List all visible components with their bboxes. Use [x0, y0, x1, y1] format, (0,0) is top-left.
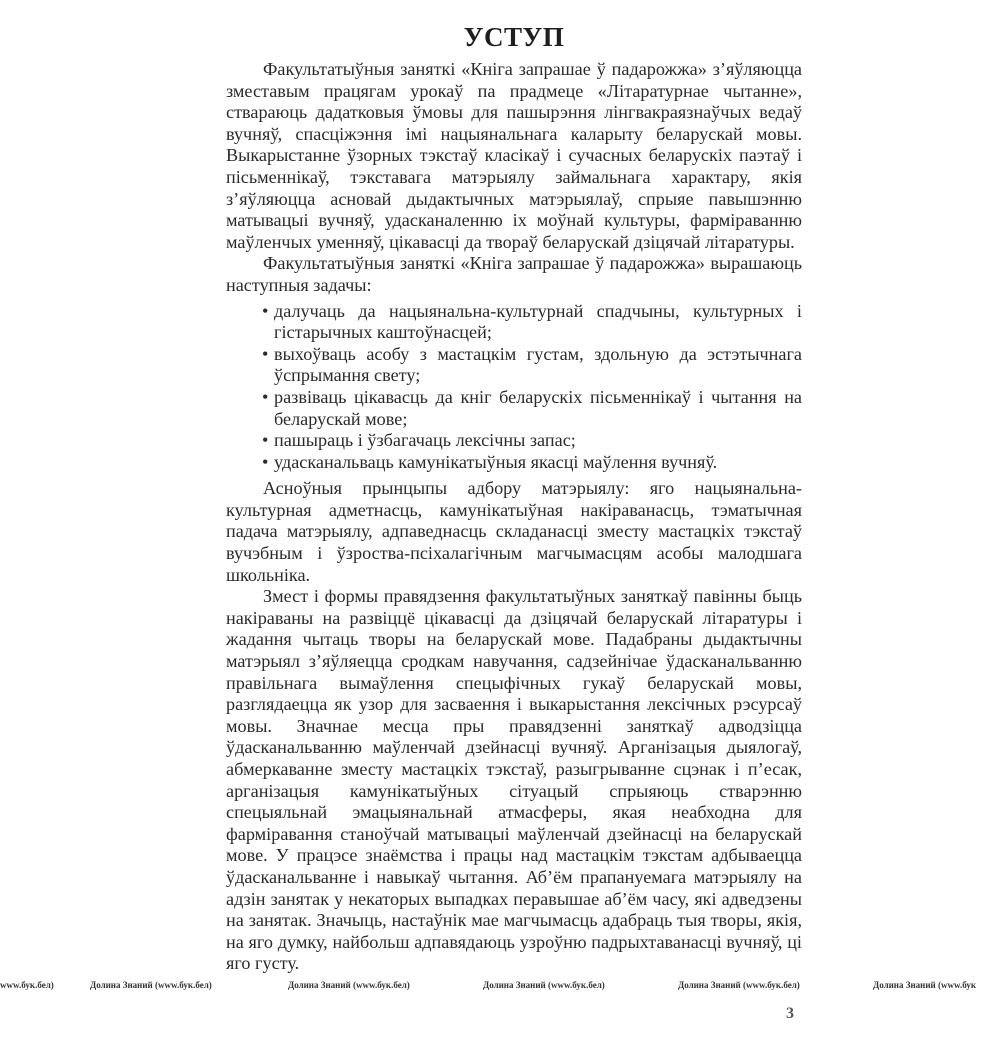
section-title: УСТУП: [463, 22, 565, 52]
watermark-text: Долина Знаний (www.бук.бел): [678, 979, 800, 990]
watermark-text: Долина Знаний (www.бук.бел): [288, 979, 410, 990]
watermark-text: Долина Знаний (www.бук.бел): [90, 979, 212, 990]
task-item: • развіваць цікавасць да кніг беларускіх пісьменнікаў і чытання на беларускай мове;: [264, 387, 802, 430]
task-item: • далучаць да нацыянальна-культурнай спадчыны, культурных і гістарычных каштоўнасцей;: [264, 301, 802, 344]
watermark-text: www.бук.бел): [0, 979, 54, 990]
watermark-text: Долина Знаний (www.бук.бел): [483, 979, 605, 990]
page-number: 3: [786, 1004, 794, 1022]
tasks-list: [226, 301, 802, 474]
page-footer: [0, 997, 1000, 1037]
intro-paragraph: Факультатыўныя заняткі «Кніга запрашае ў падарожжа» з’яўляюцца зместавым працягам урокаў па прадмеце «Літаратурнае чытанне», ствараюць дадатковыя ўмовы для пашырэння лінгвакраязнаўчых ведаў вучняў, спасціжэння імі нацыянальнага каларыту беларускай мовы. Выкарыстанне ўзорных тэкстаў класікаў і сучасных беларускіх паэтаў і пісьменнікаў, тэкставага матэрыялу займальнага характару, якія з’яўляюцца асновай дыдактычных матэрыялаў, спрыяе павышэнню матывацыі вучняў, удасканаленню іх моўнай культуры, фарміраванню маўленчых уменняў, цікавасці да твораў беларускай дзіцячай літаратуры.: [226, 59, 802, 252]
task-item: • удасканальваць камунікатыўныя якасці маўлення вучняў.: [264, 452, 802, 474]
content-paragraph: Змест і формы правядзення факультатыўных заняткаў павінны быць накіраваны на развіццё цікавасці да дзіцячай беларускай літаратуры і жадання чытаць творы на беларускай мове. Падабраны дыдактычны матэрыял з’яўляецца сродкам навучання, садзейнічае ўдасканальванню правільнага вымаўлення спецыфічных гукаў беларускай мовы, разглядаецца як узор для засваення і выкарыстання лексічных рэсурсаў мовы. Значнае месца пры правядзенні заняткаў адводзіцца ўдасканальванню маўленчай дзейнасці вучняў. Арганізацыя дыялогаў, абмеркаванне зместу мастацкіх тэкстаў, разыгрыванне сцэнак і п’есак, арганізацыя камунікатыўных сітуацый спрыяюць стварэнню спецыяльнай эмацыянальнай атмасферы, якая неабходна для фарміравання станоўчай матывацыі маўленчай дзейнасці на беларускай мове. У працэсе знаёмства і працы над мастацкім тэкстам адбываецца ўдасканальванне і навыкаў чытання. Аб’ём прапануемага матэрыялу на адзін занятак у некаторых выпадках перавышае аб’ём часу, які адведзены на занятак. Значыць, настаўнік мае магчымасць адабраць тыя творы, якія, на яго думку, найбольш адпавядаюць узроўню падрыхтаванасці вучняў, ці яго густу.: [226, 586, 802, 974]
tasks-intro-paragraph: Факультатыўныя заняткі «Кніга запрашае ў падарожжа» вырашаюць наступныя задачы:: [226, 253, 802, 295]
watermark-strip: [0, 978, 1000, 994]
principles-paragraph: Асноўныя прынцыпы адбору матэрыялу: яго нацыянальна-культурная адметнасць, камунікатыўная накіраванасць, тэматычная падача матэрыялу, адпаведнасць складанасці зместу мастацкіх тэкстаў вучэбным і ўзроства-псіхалагічным магчымасцям асобы малодшага школьніка.: [226, 478, 802, 585]
task-item: • пашыраць і ўзбагачаць лексічны запас;: [264, 430, 802, 452]
watermark-text: Долина Знаний (www.бук: [873, 979, 977, 990]
task-item: • выхоўваць асобу з мастацкім густам, здольную да эстэтычнага ўспрымання свету;: [264, 344, 802, 387]
